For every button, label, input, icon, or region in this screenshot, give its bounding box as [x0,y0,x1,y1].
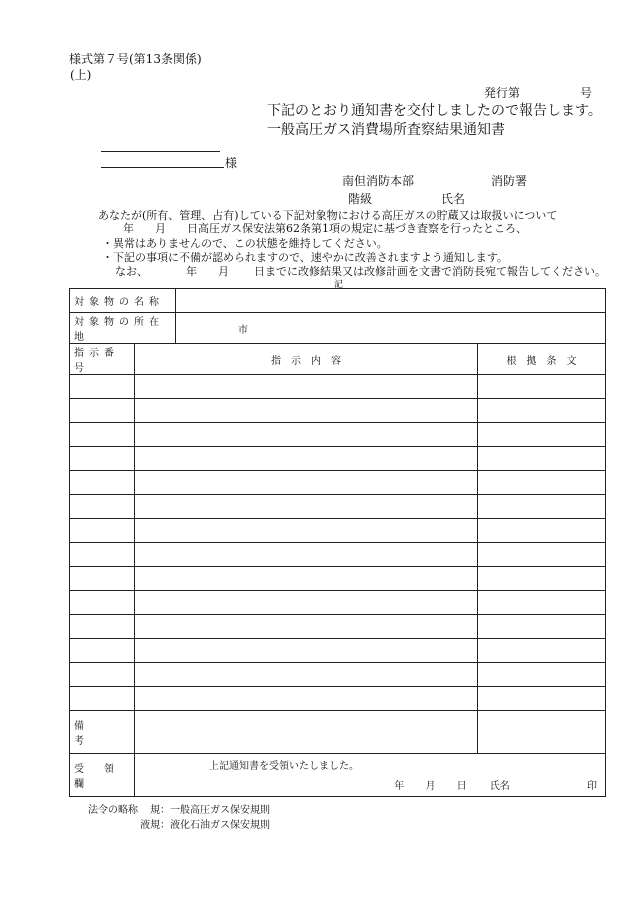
instruction-content-cell[interactable] [135,375,478,399]
object-name-field[interactable] [176,289,606,313]
receipt-year: 年 [394,781,405,792]
instruction-content-cell[interactable] [135,687,478,711]
addressee-honorific: 様 [225,156,238,170]
object-address-row [70,313,606,344]
instruction-row [70,687,606,711]
instruction-row [70,447,606,471]
issue-suffix: 号 [580,86,593,100]
instruction-content-cell[interactable] [135,447,478,471]
remarks-basis-cell[interactable] [478,711,606,754]
note-month: 月 [218,265,229,278]
instruction-content-cell[interactable] [135,543,478,567]
instruction-content-cell[interactable] [135,639,478,663]
date-line-month: 月 [155,222,166,235]
col-number-header: 指示番号 [70,344,135,375]
instruction-row [70,519,606,543]
date-line-year: 年 [123,222,134,235]
instruction-basis-cell[interactable] [478,375,606,399]
instruction-content-cell[interactable] [135,519,478,543]
instruction-row [70,423,606,447]
instruction-basis-cell[interactable] [478,639,606,663]
instruction-content-cell[interactable] [135,399,478,423]
instruction-number-cell[interactable] [70,471,135,495]
receipt-field[interactable] [135,754,606,797]
inspection-form-table [69,288,606,797]
instruction-basis-cell[interactable] [478,447,606,471]
instruction-row [70,375,606,399]
instruction-basis-cell[interactable] [478,519,606,543]
instruction-number-cell[interactable] [70,447,135,471]
report-line: 下記のとおり通知書を交付しましたので報告します。 [267,103,602,119]
issuer-station: 消防署 [491,174,528,188]
page-title: 一般高圧ガス消費場所査察結果通知書 [267,122,505,138]
instruction-basis-cell[interactable] [478,663,606,687]
issuer-department: 南但消防本部 [342,174,415,188]
bullet-normal: ・異常はありませんので、この状態を維持してください。 [102,237,388,250]
instruction-basis-cell[interactable] [478,423,606,447]
abbrev-lpg: 液規：液化石油ガス保安規則 [140,820,270,831]
instruction-content-cell[interactable] [135,495,478,519]
instruction-row [70,663,606,687]
instruction-row [70,591,606,615]
instruction-row [70,567,606,591]
instruction-number-cell[interactable] [70,423,135,447]
col-basis-header: 根 拠 条 文 [478,344,606,375]
bullet-deficiency: ・下記の事項に不備が認められますので、速やかに改善されますよう通知します。 [102,251,508,264]
instruction-basis-cell[interactable] [478,567,606,591]
instruction-number-cell[interactable] [70,591,135,615]
issuer-name-label: 氏名 [441,192,466,206]
instruction-content-cell[interactable] [135,471,478,495]
addressee-line-1 [101,151,220,152]
instruction-content-cell[interactable] [135,423,478,447]
object-name-row [70,289,606,313]
date-line-text: 日高圧ガス保安法第62条第1項の規定に基づき査察を行ったところ、 [187,222,527,235]
instruction-basis-cell[interactable] [478,399,606,423]
instruction-content-cell[interactable] [135,567,478,591]
instruction-row [70,399,606,423]
note-year: 年 [186,265,197,278]
remarks-row [70,711,606,754]
col-content-header: 指 示 内 容 [135,344,478,375]
issuer-rank-label: 階級 [348,192,373,206]
abbrev-label: 法令の略称 [88,805,138,816]
object-address-label: 対象物の所在地 [70,313,176,344]
instruction-number-cell[interactable] [70,687,135,711]
ki-label: 記 [334,280,344,290]
city-label: 市 [238,324,248,336]
instruction-basis-cell[interactable] [478,495,606,519]
instruction-number-cell[interactable] [70,399,135,423]
receipt-seal: 印 [587,781,597,792]
receipt-month: 月 [425,781,436,792]
form-number: 様式第７号(第13条関係) [69,52,202,66]
instruction-number-cell[interactable] [70,495,135,519]
issue-prefix: 発行第 [484,86,521,100]
instruction-row [70,495,606,519]
instruction-content-cell[interactable] [135,663,478,687]
instruction-number-cell[interactable] [70,519,135,543]
instruction-basis-cell[interactable] [478,471,606,495]
instruction-basis-cell[interactable] [478,591,606,615]
page-side: (上) [70,68,92,82]
instruction-content-cell[interactable] [135,615,478,639]
instruction-basis-cell[interactable] [478,543,606,567]
instruction-basis-cell[interactable] [478,615,606,639]
remarks-label: 備 考 [70,711,135,754]
object-name-label: 対象物の名称 [70,289,176,313]
abbrev-general: 規：一般高圧ガス保安規則 [150,805,270,816]
instruction-row [70,639,606,663]
note-text: 日までに改修結果又は改修計画を文書で消防長宛て報告してください。 [254,265,606,278]
column-header-row [70,344,606,375]
note-prefix: なお、 [115,265,148,278]
receipt-label: 受 領 欄 [70,754,135,797]
instruction-number-cell[interactable] [70,663,135,687]
receipt-row [70,754,606,797]
receipt-message: 上記通知書を受領いたしました。 [209,761,359,772]
instruction-number-cell[interactable] [70,615,135,639]
instruction-number-cell[interactable] [70,543,135,567]
instruction-number-cell[interactable] [70,639,135,663]
instruction-number-cell[interactable] [70,375,135,399]
instruction-row [70,543,606,567]
addressee-line-2 [101,167,224,168]
instruction-number-cell[interactable] [70,567,135,591]
receipt-name-label: 氏名 [489,781,510,792]
object-address-field[interactable] [176,313,606,344]
intro-text: あなたが(所有、管理、占有)している下記対象物における高圧ガスの貯蔵又は取扱いについて [98,209,558,222]
instruction-row [70,471,606,495]
remarks-field[interactable] [135,711,478,754]
instruction-row [70,615,606,639]
instruction-content-cell[interactable] [135,591,478,615]
instruction-basis-cell[interactable] [478,687,606,711]
receipt-day: 日 [456,781,467,792]
receipt-signature-line [394,777,597,792]
